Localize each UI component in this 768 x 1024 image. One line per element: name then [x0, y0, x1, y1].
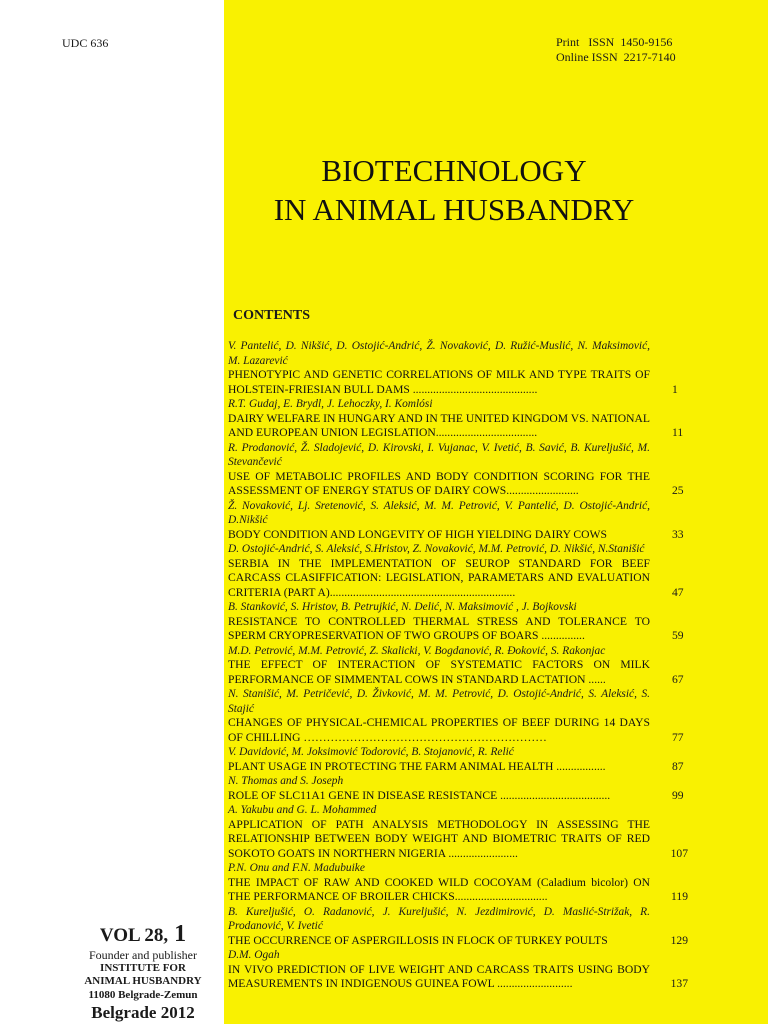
- toc-entry-authors: N. Stanišić, M. Petričević, D. Živković, M. M. Petrović, D. Ostojić-Andrić, S. Aleksić, S. Stajić: [228, 688, 650, 715]
- volume-text: VOL 28,: [99, 925, 169, 946]
- journal-title-line1: BIOTECHNOLOGY: [321, 153, 587, 188]
- toc-entry[interactable]: [228, 745, 688, 774]
- toc-entry[interactable]: [228, 397, 688, 441]
- toc-entry-page-number: [648, 789, 688, 804]
- toc-entry[interactable]: [228, 644, 688, 688]
- toc-entry-authors: M.D. Petrović, M.M. Petrović, Z. Skalicki, V. Bogdanović, R. Đoković, S. Rakonjac: [228, 644, 606, 657]
- toc-entry-title: THE EFFECT OF INTERACTION OF SYSTEMATIC FACTORS ON MILK PERFORMANCE OF SIMMENTAL COWS IN STANDARD LACTATION ......: [228, 658, 650, 686]
- toc-entry-authors: Ž. Novaković, Lj. Sretenović, S. Aleksić, M. M. Petrović, V. Pantelić, D. Ostojić-Andrić, D.Nikšić: [228, 499, 650, 526]
- toc-entry-page-value: 107: [670, 846, 688, 860]
- toc-entry[interactable]: [228, 905, 688, 949]
- toc-entry-page-number: [648, 731, 688, 746]
- toc-entry-page-value: 11: [672, 426, 684, 439]
- toc-entry-authors: B. Stanković, S. Hristov, B. Petrujkić, N. Delić, N. Maksimović , J. Bojkovski: [228, 601, 577, 613]
- publisher-city: 11080 Belgrade-Zemun: [88, 989, 198, 1001]
- toc-entry-page-number: [648, 383, 688, 398]
- toc-entry-authors: D. Ostojić-Andrić, S. Aleksić, S.Hristov, Z. Novaković, M.M. Petrović, D. Nikšić, N.Stanišić: [228, 543, 645, 555]
- toc-entry-page-number: [648, 847, 688, 862]
- toc-entry[interactable]: [228, 803, 688, 861]
- toc-entry-authors: B. Kureljušić, O. Radanović, J. Kureljušić, N. Jezdimirović, D. Maslić-Strižak, R. Prodanović, V. Ivetić: [228, 905, 650, 932]
- toc-entry-title: USE OF METABOLIC PROFILES AND BODY CONDITION SCORING FOR THE ASSESSMENT OF ENERGY STATUS OF DAIRY COWS.........................: [228, 469, 650, 497]
- toc-entry-title: DAIRY WELFARE IN HUNGARY AND IN THE UNITED KINGDOM VS. NATIONAL AND EUROPEAN UNION LEGISLATION...................................: [228, 411, 650, 439]
- toc-entry[interactable]: [228, 499, 688, 543]
- toc-entry-title: CHANGES OF PHYSICAL-CHEMICAL PROPERTIES OF BEEF DURING 14 DAYS OF CHILLING ………………………………………………………: [228, 716, 650, 744]
- toc-entry-page-number: [648, 890, 688, 905]
- toc-entry[interactable]: [228, 948, 688, 992]
- volume-publisher-block: [62, 922, 224, 1024]
- toc-entry-authors: D.M. Ogah: [228, 949, 280, 961]
- toc-entry[interactable]: [228, 861, 688, 905]
- toc-entry-title: PHENOTYPIC AND GENETIC CORRELATIONS OF MILK AND TYPE TRAITS OF HOLSTEIN-FRIESIAN BULL DAMS ...........................................: [228, 368, 650, 396]
- publication-year: Belgrade 2012: [91, 1003, 195, 1022]
- toc-entry-title: RESISTANCE TO CONTROLLED THERMAL STRESS AND TOLERANCE TO SPERM CRYOPRESERVATION OF TWO GROUPS OF BOARS ...............: [228, 614, 650, 642]
- toc-entry-page-value: 59: [672, 629, 684, 642]
- journal-title-line2: IN ANIMAL HUSBANDRY: [273, 192, 635, 227]
- toc-entry-page-number: [648, 977, 688, 992]
- toc-entry-authors: R. Prodanović, Ž. Sladojević, D. Kirovski, I. Vujanac, V. Ivetić, B. Savić, B. Kureljušić, M. Stevančević: [228, 441, 650, 468]
- table-of-contents: [228, 339, 688, 992]
- toc-entry-authors: P.N. Onu and F.N. Madubuike: [228, 862, 365, 874]
- toc-entry-page-value: 119: [671, 890, 688, 903]
- toc-entry[interactable]: [228, 542, 688, 600]
- toc-entry-page-number: [648, 528, 688, 543]
- toc-entry-page-value: 33: [672, 527, 684, 541]
- toc-entry-page-number: [648, 760, 688, 775]
- institute-line1: INSTITUTE FOR: [100, 962, 186, 974]
- udc-code: UDC 636: [62, 36, 109, 50]
- toc-entry-title: ROLE OF SLC11A1 GENE IN DISEASE RESISTANCE ......................................: [228, 788, 611, 802]
- toc-entry-page-value: 1: [672, 382, 678, 396]
- toc-entry[interactable]: [228, 441, 688, 499]
- issn-block: [556, 35, 676, 65]
- toc-entry-title: THE OCCURRENCE OF ASPERGILLOSIS IN FLOCK OF TURKEY POULTS: [228, 933, 608, 947]
- institute-line2: ANIMAL HUSBANDRY: [84, 975, 202, 987]
- toc-entry[interactable]: [228, 600, 688, 644]
- toc-entry-page-value: 67: [672, 672, 684, 686]
- toc-entry-title: BODY CONDITION AND LONGEVITY OF HIGH YIELDING DAIRY COWS: [228, 527, 607, 541]
- toc-entry-title: PLANT USAGE IN PROTECTING THE FARM ANIMAL HEALTH .................: [228, 759, 606, 773]
- founder-label: Founder and publisher: [89, 948, 197, 962]
- toc-entry-authors: V. Davidović, M. Joksimović Todorović, B. Stojanović, R. Relić: [228, 746, 514, 758]
- toc-entry-page-value: 87: [672, 759, 684, 773]
- toc-entry-page-value: 99: [672, 788, 684, 802]
- toc-entry-title: IN VIVO PREDICTION OF LIVE WEIGHT AND CARCASS TRAITS USING BODY MEASUREMENTS IN INDIGENOUS GUINEA FOWL ..........................: [228, 962, 650, 990]
- volume-number: 1: [174, 921, 187, 947]
- toc-entry[interactable]: [228, 774, 688, 803]
- toc-entry[interactable]: [228, 339, 688, 397]
- toc-entry-title: THE IMPACT OF RAW AND COOKED WILD COCOYAM (Caladium bicolor) ON THE PERFORMANCE OF BROILER CHICKS................................: [228, 875, 650, 903]
- toc-entry-page-value: 129: [670, 933, 688, 947]
- toc-entry-authors: N. Thomas and S. Joseph: [228, 775, 344, 787]
- contents-heading: CONTENTS: [233, 308, 311, 323]
- toc-entry-authors: V. Pantelić, D. Nikšić, D. Ostojić-Andrić, Ž. Novaković, D. Ružić-Muslić, N. Maksimović, M. Lazarević: [228, 340, 650, 367]
- toc-entry-page-number: [648, 586, 688, 601]
- toc-entry[interactable]: [228, 687, 688, 745]
- issn-print: Print ISSN 1450-9156: [556, 35, 673, 49]
- toc-entry-page-value: 25: [672, 484, 684, 497]
- toc-entry-page-value: 47: [672, 585, 684, 599]
- toc-entry-title: APPLICATION OF PATH ANALYSIS METHODOLOGY IN ASSESSING THE RELATIONSHIP BETWEEN BODY WEIGHT AND BIOMETRIC TRAITS OF RED SOKOTO GOATS IN NORTHERN NIGERIA ........................: [228, 817, 650, 860]
- journal-title: [224, 151, 684, 229]
- issn-online: Online ISSN 2217-7140: [556, 50, 676, 64]
- toc-entry-page-value: 77: [672, 730, 684, 744]
- toc-entry-title: SERBIA IN THE IMPLEMENTATION OF SEUROP STANDARD FOR BEEF CARCASS CLASIFFICATION: LEGISLATION, PARAMETARS AND EVALUATION CRITERIA (PART A)................................................................: [228, 556, 650, 599]
- toc-entry-authors: A. Yakubu and G. L. Mohammed: [228, 804, 377, 816]
- toc-entry-page-number: [648, 426, 688, 441]
- toc-entry-page-value: 137: [670, 977, 688, 990]
- toc-entry-page-number: [648, 484, 688, 499]
- toc-entry-page-number: [648, 629, 688, 644]
- toc-entry-page-number: [648, 934, 688, 949]
- volume-label: [62, 922, 224, 948]
- toc-entry-authors: R.T. Gudaj, E. Brydl, J. Lehoczky, I. Komlósi: [228, 398, 433, 410]
- toc-entry-page-number: [648, 673, 688, 688]
